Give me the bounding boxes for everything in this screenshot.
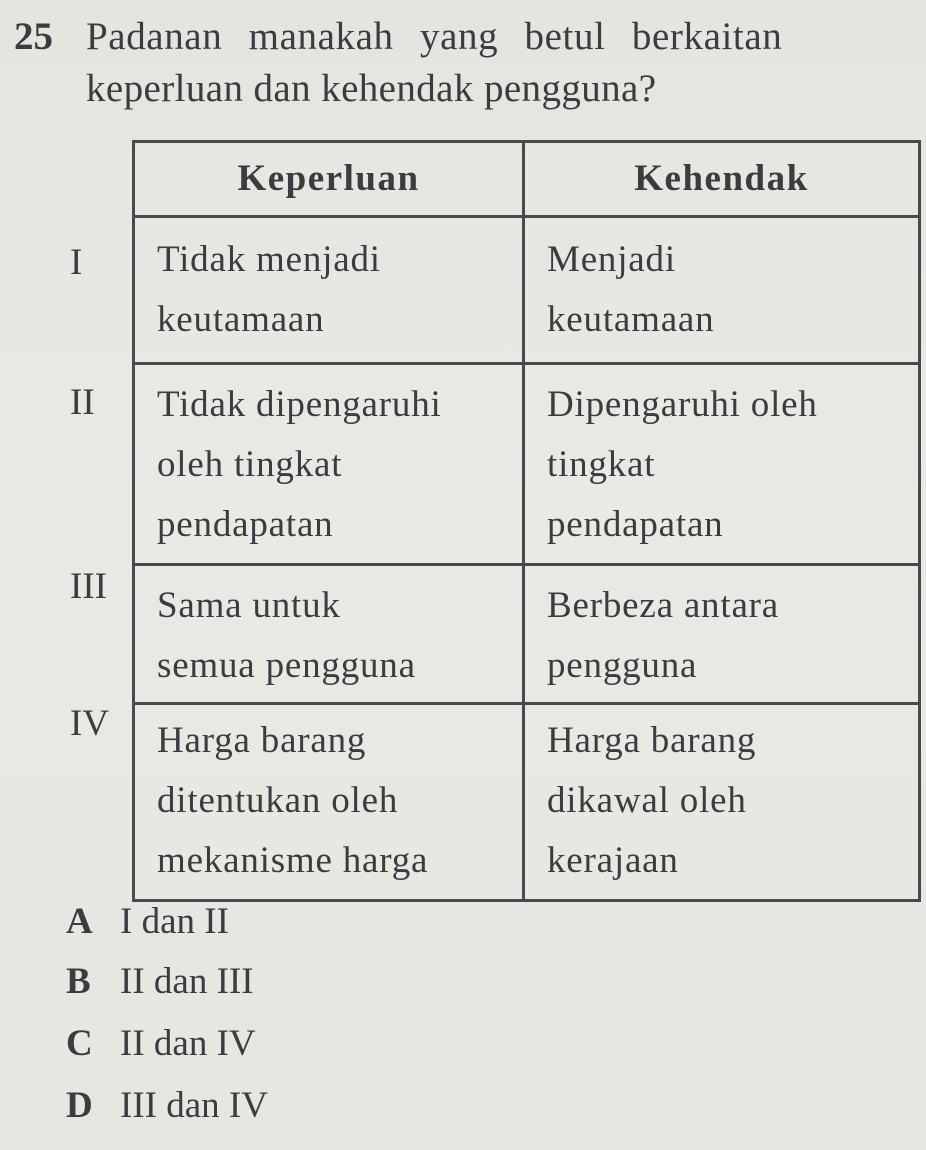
cell-keperluan: [134, 704, 524, 901]
table-row: [134, 704, 920, 901]
cell-kehendak: [524, 217, 920, 364]
question-text-line-2: keperluan dan kehendak pengguna?: [86, 67, 657, 110]
question-number: 25: [14, 15, 53, 58]
option-letter: A: [66, 901, 93, 942]
cell-text: oleh tingkat: [157, 444, 343, 485]
cell-text: Tidak dipengaruhi: [157, 384, 442, 425]
cell-text: Tidak menjadi: [157, 239, 381, 280]
cell-text: keutamaan: [157, 299, 325, 340]
row-label-iv: IV: [70, 703, 110, 744]
cell-text: dikawal oleh: [547, 780, 747, 821]
option-letter: D: [66, 1085, 93, 1126]
cell-text: Harga barang: [547, 720, 757, 761]
cell-keperluan: [134, 364, 524, 565]
cell-text: Menjadi: [547, 239, 676, 280]
option-letter: C: [66, 1023, 93, 1064]
cell-text: pendapatan: [157, 504, 334, 545]
cell-text: Harga barang: [157, 720, 367, 761]
cell-keperluan: [134, 217, 524, 364]
question-text-line-1: Padanan manakah yang betul berkaitan: [86, 15, 783, 58]
row-label-ii: II: [70, 382, 95, 423]
cell-kehendak: [524, 364, 920, 565]
cell-text: Dipengaruhi oleh: [547, 384, 818, 425]
cell-text: mekanisme harga: [157, 840, 429, 881]
cell-kehendak: [524, 704, 920, 901]
cell-text: kerajaan: [547, 840, 679, 881]
cell-text: tingkat: [547, 444, 656, 485]
option-b[interactable]: [66, 960, 254, 1003]
cell-kehendak: [524, 565, 920, 704]
table-row: [134, 217, 920, 364]
header-keperluan: Keperluan: [134, 142, 524, 217]
option-text: II dan III: [120, 961, 254, 1002]
comparison-table: [132, 140, 921, 902]
cell-text: Berbeza antara: [547, 585, 780, 626]
option-text: III dan IV: [120, 1085, 268, 1126]
option-c[interactable]: [66, 1022, 256, 1065]
option-a[interactable]: [66, 900, 229, 943]
header-kehendak: Kehendak: [524, 142, 920, 217]
table-row: [134, 565, 920, 704]
option-text: I dan II: [120, 901, 229, 942]
cell-text: Sama untuk: [157, 585, 341, 626]
table-header-row: [134, 142, 920, 217]
cell-text: keutamaan: [547, 299, 715, 340]
cell-text: semua pengguna: [157, 645, 416, 686]
option-d[interactable]: [66, 1084, 268, 1127]
option-letter: B: [66, 961, 91, 1002]
table-row: [134, 364, 920, 565]
cell-text: pengguna: [547, 645, 698, 686]
cell-keperluan: [134, 565, 524, 704]
option-text: II dan IV: [120, 1023, 256, 1064]
cell-text: pendapatan: [547, 504, 724, 545]
row-label-i: I: [70, 242, 83, 283]
cell-text: ditentukan oleh: [157, 780, 399, 821]
row-label-iii: III: [70, 566, 107, 607]
